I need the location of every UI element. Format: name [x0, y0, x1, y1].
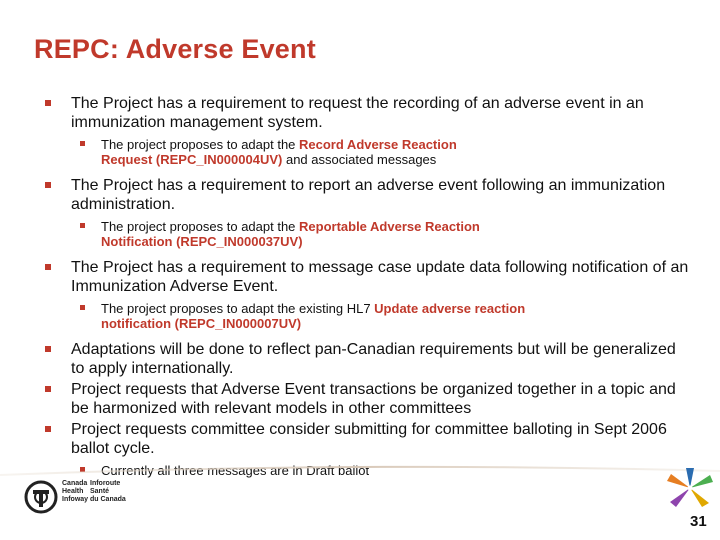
- sub-bullet-text: The project proposes to adapt the existing HL7: [101, 301, 375, 316]
- sub-bullet-item: [0, 137, 720, 167]
- bullet-square-icon: [45, 386, 51, 392]
- bullet-text: The Project has a requirement to request the recording of an adverse event in an immunization management system.: [71, 95, 644, 131]
- bullet-text: Project requests committee consider submitting for committee balloting in Sept 2006 ballot cycle.: [71, 421, 667, 457]
- logo-text-fr-1: Inforoute: [90, 480, 121, 487]
- sub-bullet-square-icon: [80, 305, 85, 310]
- bullet-text: Project requests that Adverse Event transactions be organized together in a topic and be harmonized with relevant models in other committees: [71, 381, 676, 417]
- message-code: Notification (REPC_IN000037UV): [101, 234, 303, 249]
- sub-bullet-item: [0, 301, 720, 331]
- message-name-highlight: Update adverse reaction: [374, 301, 526, 316]
- bullet-text: The Project has a requirement to report an adverse event following an immunization administration.: [71, 177, 666, 213]
- bullet-square-icon: [45, 264, 51, 270]
- message-code: notification (REPC_IN000007UV): [101, 316, 302, 331]
- bullet-item: [0, 420, 720, 458]
- logo-text-en-3: Infoway: [62, 496, 89, 503]
- bullet-item: [0, 258, 720, 296]
- bullet-square-icon: [45, 426, 51, 432]
- bullet-item: [0, 94, 720, 132]
- message-code: Request (REPC_IN000004UV): [101, 152, 283, 167]
- bullet-square-icon: [45, 346, 51, 352]
- logo-text-fr-2: Santé: [90, 488, 110, 495]
- logo-text-en-1: Canada: [62, 480, 88, 487]
- message-name-highlight: Reportable Adverse Reaction: [299, 219, 480, 234]
- bullet-square-icon: [45, 182, 51, 188]
- bullet-item: [0, 176, 720, 214]
- bullet-list: [0, 94, 720, 487]
- page-number: 31: [690, 513, 707, 530]
- sub-bullet-text: The project proposes to adapt the: [101, 219, 300, 234]
- colorful-star-icon: [664, 465, 716, 511]
- slide-title: REPC: Adverse Event: [34, 34, 316, 64]
- bullet-item: [0, 380, 720, 418]
- canada-health-infoway-logo: [24, 474, 134, 526]
- sub-bullet-square-icon: [80, 141, 85, 146]
- message-name-highlight: Record Adverse Reaction: [299, 137, 457, 152]
- sub-bullet-square-icon: [80, 223, 85, 228]
- sub-bullet-suffix: and associated messages: [282, 152, 437, 167]
- bullet-square-icon: [45, 100, 51, 106]
- bullet-text: Adaptations will be done to reflect pan-Canadian requirements but will be generalized to apply internationally.: [71, 341, 676, 377]
- bullet-text: The Project has a requirement to message case update data following notification of an Immunization Adverse Event.: [71, 259, 689, 295]
- logo-text-fr-3: du Canada: [90, 496, 126, 503]
- bullet-item: [0, 340, 720, 378]
- infoway-emblem-icon: [24, 480, 58, 514]
- sub-bullet-text: Currently all three messages are in Draft ballot: [101, 463, 370, 478]
- sub-bullet-text: The project proposes to adapt the: [101, 137, 300, 152]
- logo-text-en-2: Health: [62, 488, 84, 495]
- sub-bullet-item: [0, 219, 720, 249]
